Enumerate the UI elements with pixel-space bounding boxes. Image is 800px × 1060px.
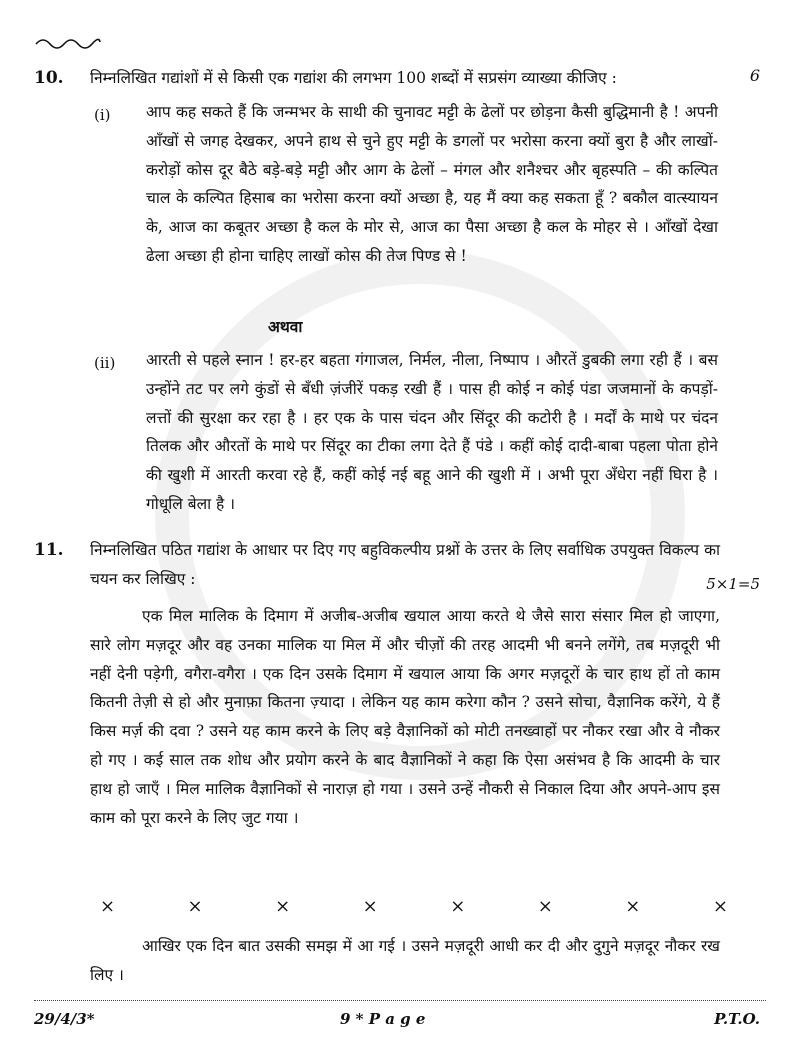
q10-instruction: निम्नलिखित गद्यांशों में से किसी एक गद्यांश की लगभग 100 शब्दों में सप्रसंग व्याख्या कीजिए :: [90, 69, 617, 87]
q10-part1-text: आप कह सकते हैं कि जन्मभर के साथी की चुनावट मट्टी के ढेलों पर छोड़ना कैसी बुद्धिमानी है ! अपनी आँखों से जगह देखकर, अपने हाथ से चुने हुए मट्टी के डगलों पर भरोसा करना क्यों बुरा है और लाखों-करोड़ों कोस दूर बैठे बड़े-बड़े मट्टी और आग के ढेलों – मंगल और शनैश्चर और बृहस्पति – की कल्पित चाल के कल्पित हिसाब का भरोसा करना क्यों अच्छा है, यह मैं क्या कह सकता हूँ ? बकौल वात्स्यायन के, आज का कबूतर अच्छा है कल के मोर से, आज का पैसा अच्छा है कल के मोहर से । आँखों देखा ढेला अच्छा ही होना चाहिए लाखों कोस की तेज पिण्ड से !: [146, 103, 718, 265]
cross-mark: ×: [625, 896, 641, 917]
pto-label: P.T.O.: [714, 1010, 760, 1028]
q11-passage-para1: एक मिल मालिक के दिमाग में अजीब-अजीब खयाल आया करते थे जैसे सारा संसार मिल हो जाएगा, सारे लोग मज़दूर और वह उनका मालिक या मिल में और चीज़ों की तरह आदमी भी बनने लगेंगे, तब मज़दूरी भी नहीं देनी पड़ेगी, वगैरा-वगैरा । एक दिन उसके दिमाग में खयाल आया कि अगर मज़दूरों के चार हाथ हों तो काम कितनी तेज़ी से हो और मुनाफ़ा कितना ज़्यादा । लेकिन यह काम करेगा कौन ? उसने सोचा, वैज्ञानिक करेंगे, ये हैं किस मर्ज़ की दवा ? उसने यह काम करने के लिए बड़े वैज्ञानिकों को मोटी तनख्वाहों पर नौकर रखा और वे नौकर हो गए । कई साल तक शोध और प्रयोग करने के बाद वैज्ञानिकों ने कहा कि ऐसा असंभव है कि आदमी के चार हाथ हो जाएँ । मिल मालिक वैज्ञानिकों से नाराज़ हो गया । उसने उन्हें नौकरी से निकाल दिया और अपने-आप इस काम को पूरा करने के लिए जुट गया ।: [90, 607, 720, 827]
cross-mark: ×: [275, 896, 291, 917]
page-number: 9 * P a g e: [340, 1010, 426, 1028]
separator-crosses: [100, 896, 728, 917]
footer-rule: [34, 1000, 766, 1001]
cross-mark: ×: [362, 896, 378, 917]
cross-mark: ×: [100, 896, 116, 917]
squiggle-icon: [34, 34, 102, 50]
q10-number: 10.: [34, 68, 64, 88]
q11-instruction: निम्नलिखित पठित गद्यांश के आधार पर दिए गए बहुविकल्पीय प्रश्नों के उत्तर के लिए सर्वाधिक उपयुक्त विकल्प का चयन कर लिखिए :: [90, 541, 720, 588]
q10-part1-label: (i): [94, 106, 111, 124]
cross-mark: ×: [712, 896, 728, 917]
q10-marks: 6: [749, 66, 760, 85]
q10-part2-label: (ii): [94, 354, 116, 372]
q10-part2-text: आरती से पहले स्नान ! हर-हर बहता गंगाजल, निर्मल, नीला, निष्पाप । औरतें डुबकी लगा रही हैं । बस उन्होंने तट पर लगे कुंडों से बँधी ज़ंजीरें पकड़ रखी हैं । पास ही कोई न कोई पंडा जजमानों के कपड़ों-लत्तों की सुरक्षा कर रहा है । हर एक के पास चंदन और सिंदूर की कटोरी है । मर्दों के माथे पर चंदन तिलक और औरतों के माथे पर सिंदूर का टीका लगा देते हैं पंडे । कहीं कोई दादी-बाबा पहला पोता होने की खुशी में आरती करवा रहे हैं, कहीं कोई नई बहू आने की खुशी में । अभी पूरा अँधेरा नहीं घिरा है । गोधूलि बेला है ।: [146, 351, 718, 513]
or-label: अथवा: [268, 317, 303, 336]
q11-marks: 5×1=5: [706, 575, 760, 593]
cross-mark: ×: [537, 896, 553, 917]
cross-mark: ×: [187, 896, 203, 917]
q11-passage-para2: आखिर एक दिन बात उसकी समझ में आ गई । उसने मज़दूरी आधी कर दी और दुगुने मज़दूर नौकर रख लिए ।: [90, 937, 720, 984]
q11-number: 11.: [34, 540, 64, 560]
cross-mark: ×: [450, 896, 466, 917]
paper-code: 29/4/3*: [34, 1010, 95, 1028]
